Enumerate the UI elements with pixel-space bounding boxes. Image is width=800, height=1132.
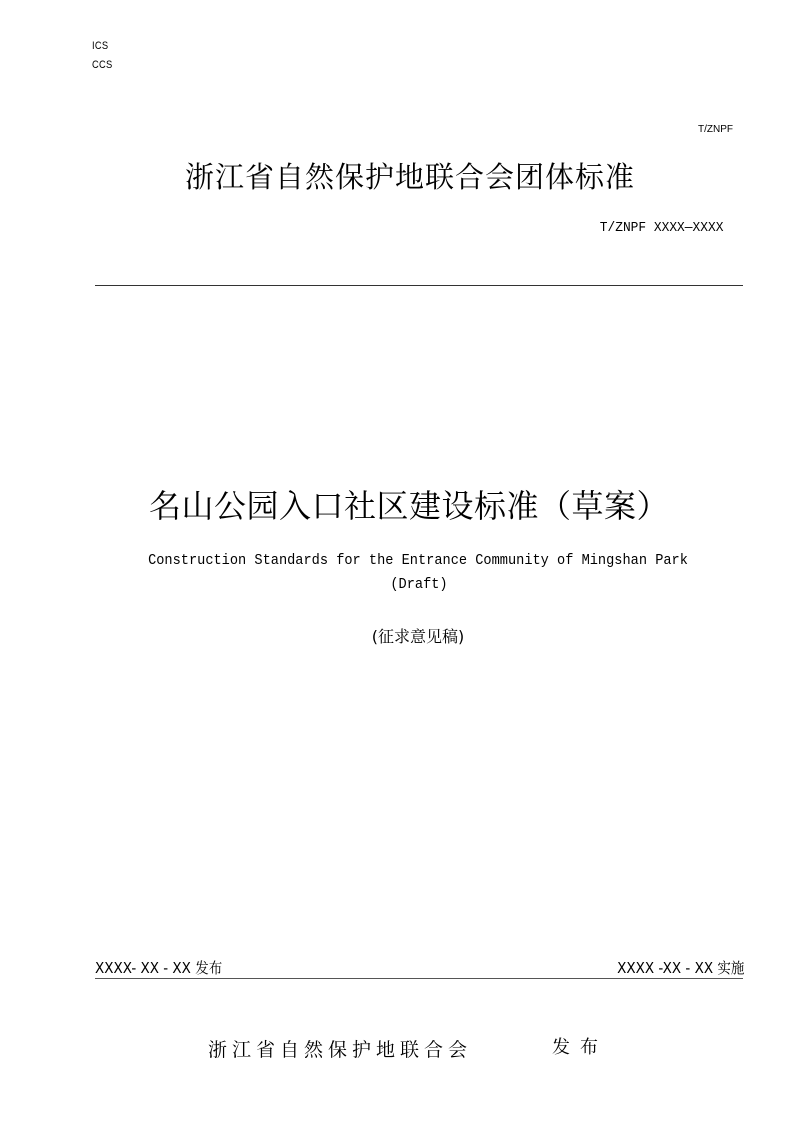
- document-title-en-draft: (Draft): [390, 577, 448, 593]
- document-title-en: Construction Standards for the Entrance Community of Mingshan Park: [148, 553, 688, 569]
- ics-label: ICS: [92, 40, 109, 52]
- document-title-cn-text: 名山公园入口社区建设标准（草案）: [148, 487, 669, 525]
- publisher-name: 浙江省自然保护地联合会: [208, 1039, 473, 1061]
- standard-number: T/ZNPF XXXX—XXXX: [599, 220, 723, 236]
- footer-divider: [95, 978, 743, 979]
- header-divider: [95, 285, 743, 286]
- organization-standard-title: [0, 155, 800, 196]
- standard-code-label: T/ZNPF: [698, 124, 733, 135]
- publish-label: 发布: [552, 1037, 608, 1058]
- effective-date: XXXX -XX - XX 实施: [616, 959, 744, 977]
- ccs-label: CCS: [92, 59, 113, 71]
- document-title-cn: [0, 481, 800, 527]
- draft-for-comments-note: (征求意见稿): [371, 627, 465, 646]
- organization-standard-title-text: 浙江省自然保护地联合会团体标准: [184, 160, 635, 194]
- publish-date: XXXX- XX - XX 发布: [95, 959, 223, 977]
